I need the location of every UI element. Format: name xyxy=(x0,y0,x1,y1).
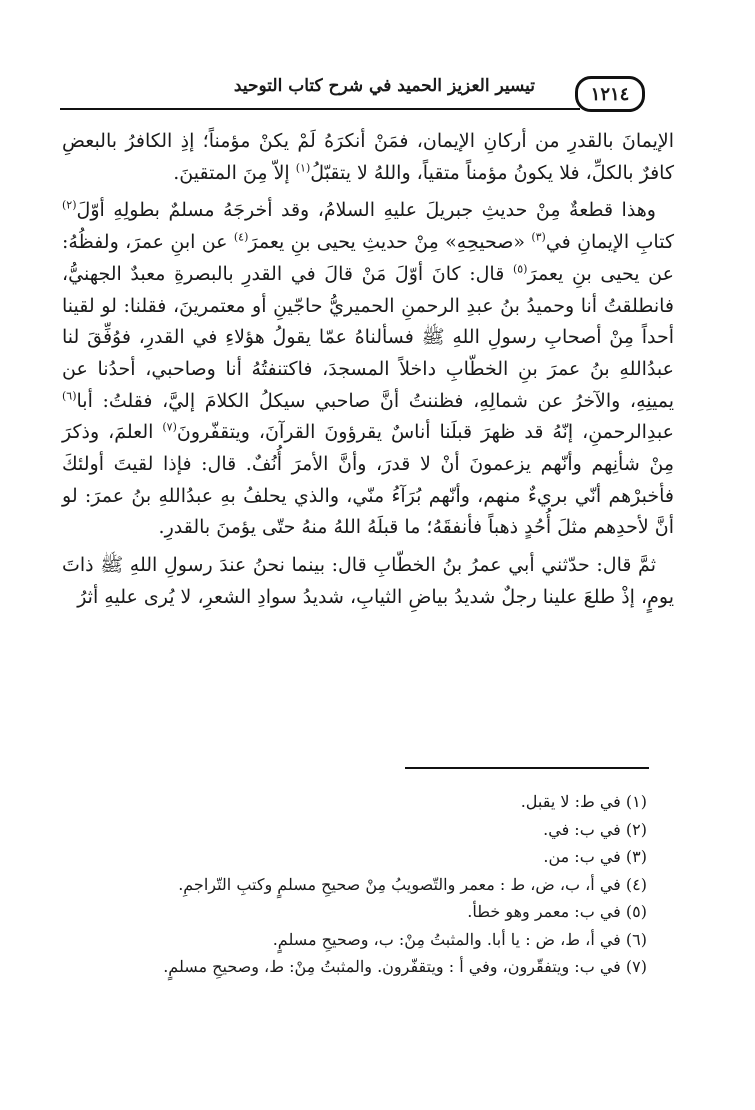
footnote-marker: (٢) xyxy=(62,199,77,213)
paragraph-2 xyxy=(62,195,674,544)
text-run: كتابِ الإيمانِ في xyxy=(545,231,674,254)
page-number: ١٢١٤ xyxy=(590,83,630,105)
text-run: إلاّ مِنَ المتقينَ. xyxy=(173,161,296,184)
footnote-2: (٢) في ب: في. xyxy=(543,819,647,839)
text-run: عبدِالرحمنِ، إنّهُ قد ظهرَ قبلَنا أناسٌ يقرؤونَ القرآنَ، ويتقفّرونَ xyxy=(176,421,674,444)
text-run: وهذا قطعةٌ مِنْ حديثِ جبريلَ عليهِ السلامُ، وقد أخرجَهُ مسلمٌ بطولِهِ أوّلَ xyxy=(76,199,656,222)
footnote-1: (١) في ط: لا يقبل. xyxy=(520,792,647,811)
paragraph-3 xyxy=(62,550,674,613)
footnote-marker: (٦) xyxy=(62,389,77,403)
footnote-7: (٧) في ب: ويتفقّرون، وفي أ : ويتقفّرون. والمثبتُ مِنْ: ط، وصحيحِ مسلمٍ. xyxy=(163,957,647,976)
footnote-6: (٦) في أ، ط، ض : يا أبا. والمثبتُ مِنْ: ب، وصحيحِ مسلمٍ. xyxy=(272,929,647,949)
running-header xyxy=(60,70,645,120)
main-text xyxy=(62,126,674,614)
book-title: تيسير العزيز الحميد في شرح كتاب التوحيد xyxy=(233,76,535,96)
footnotes xyxy=(95,788,647,981)
text-run: ثمَّ قال: حدّثني أبي عمرُ بنُ الخطّابِ قال: بينما نحنُ عندَ رسولِ اللهِ ﷺ ذاتَ يومٍ، إذْ طلعَ علينا رجلٌ شديدُ بياضِ الثيابِ، شديدُ سوادِ الشعرِ، لا يُرى عليهِ أثرُ xyxy=(62,554,674,608)
footnote-separator xyxy=(405,767,649,769)
text-run: الإيمانَ بالقدرِ من أركانِ الإيمان، فمَنْ أنكرَهُ لَمْ يكنْ مؤمناً؛ إذِ الكافرُ بالبعضِ كافرٌ بالكلِّ، فلا يكونُ مؤمناً متقياً، واللهُ لا يتقبّلُ xyxy=(62,130,674,184)
paragraph-1 xyxy=(62,126,674,189)
footnote-marker: (١) xyxy=(295,161,311,175)
footnote-3: (٣) في ب: من. xyxy=(543,847,647,866)
page-number-badge xyxy=(575,76,645,112)
footnote-marker: (٧) xyxy=(162,421,177,434)
footnote-marker: (٤) xyxy=(233,230,249,244)
footnote-marker: (٣) xyxy=(531,230,546,244)
text-run: عن ابنِ عمرَ، ولفظُهُ: عن يحيى بنِ يعمرَ xyxy=(62,231,674,285)
text-run: «صحيحِهِ» مِنْ حديثِ يحيى بنِ يعمرَ xyxy=(248,231,532,254)
footnote-5: (٥) في ب: معمر وهو خطأ. xyxy=(467,902,647,921)
header-rule xyxy=(60,108,580,110)
footnote-marker: (٥) xyxy=(512,262,528,276)
text-run: قال: كانَ أوّلَ مَنْ قالَ في القدرِ بالبصرةِ معبدٌ الجهنيُّ، فانطلقتُ أنا وحميدُ بنُ عبدِ الرحمنِ الحميريُّ حاجّينِ أو معتمرينَ، فقلنا: لو لقينا أحداً مِنْ أصحابِ رسولِ اللهِ ﷺ فسألناهُ عمّا يقولُ هؤلاءِ في القدرِ، فوُفِّقَ لنا عبدُاللهِ بنُ عمرَ بنِ الخطّابِ داخلاً المسجدَ، فاكتنفتُهُ أنا وصاحبي، أحدُنا عن يمينِهِ، والآخرُ عن شمالِهِ، فظننتُ أنَّ صاحبي سيكلُ الكلامَ إليَّ، فقلتُ: أبا xyxy=(62,262,674,412)
footnote-4: (٤) في أ، ب، ض، ط : معمر والتّصويبُ مِنْ صحيحِ مسلمٍ وكتبِ التّراجمِ. xyxy=(178,874,647,894)
text-run: العلمَ، وذكرَ مِنْ شأنِهم وأنّهم يزعمونَ أنْ لا قدرَ، وأنَّ الأمرَ أُنُفٌ. قال: فإذا لقيتَ أولئكَ فأخبرْهم أنّي بريءٌ منهم، وأنّهم بُرَآءُ منّي، والذي يحلفُ بهِ عبدُاللهِ بنُ عمرَ: لو أنَّ لأحدِهم مثلَ أُحُدٍ ذهباً فأنفقَهُ؛ ما قبلَهُ اللهُ منهُ حتّى يؤمنَ بالقدرِ. xyxy=(62,421,674,539)
